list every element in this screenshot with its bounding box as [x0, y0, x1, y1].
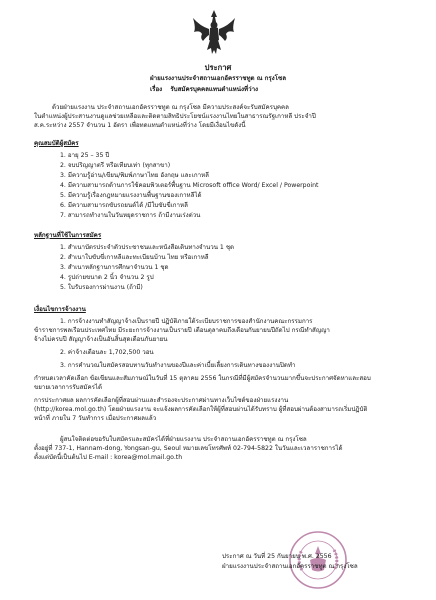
employment-line: 1. การจ้างงานทำสัญญาจ้างเป็นรายปี ปฏิบัติภายใต้ระเบียบราชการของสำนักงานคณะกรรมการ — [60, 318, 313, 325]
contact-line: ตั้งแต่บัดนี้เป็นต้นไป E-mail : korea@mol.mail.go.th — [34, 454, 183, 461]
employment-line: 3. การคำนวณใบสมัครสอบทานวันทำงานของปีและค่าเบี้ยเลี้ยงการเดินทางของงานปิดทำ — [60, 362, 296, 369]
employment-line: กำหนดเวลาคัดเลือก ข้อเขียนและสัมภาษณ์ในวันที่ 15 ตุลาคม 2556 ในกรณีที่มีผู้สมัครจำนวนมากขึ้นจะประกาศจัดหาและสอบ — [34, 375, 371, 382]
issuing-office: ฝ่ายแรงงานประจำสถานเอกอัครราชทูต ณ กรุงโซล — [222, 563, 358, 570]
intro-line: ในตำแหน่งผู้ประสานงานดูแลช่วยเหลือและติดตามสิทธิประโยชน์แรงงานไทยในสาธารณรัฐเกาหลี ประจำปี — [34, 113, 316, 120]
subject-text: รับสมัครบุคคลแทนตำแหน่งที่ว่าง — [170, 86, 259, 93]
contact-line: ผู้สนใจติดต่อขอรับใบสมัครและสมัครได้ที่ฝ่ายแรงงาน ประจำสถานเอกอัครราชทูต ณ กรุงโซล — [60, 436, 307, 443]
announcement-date: ประกาศ ณ วันที่ 25 กันยายน พ.ศ. 2556 — [222, 553, 332, 560]
employment-line: การประกาศผล ผลการคัดเลือกผู้ที่สอบผ่านและสำรองจะประกาศผ่านทางเว็บไซต์ของฝ่ายแรงงาน — [34, 397, 289, 404]
employment-line: จ้างไม่ครบปี สัญญาจ้างเป็นอันสิ้นสุดเดือนกันยายน — [34, 336, 168, 343]
page-title: ประกาศ — [204, 63, 232, 72]
employment-line: หน้าที่ ภายใน 7 วันทำการ เมื่อประกาศผลแล้ว — [34, 415, 157, 422]
qualification-item: 2. จบปริญญาตรี หรือเทียบเท่า (ทุกสาขา) — [60, 162, 171, 169]
documents-heading: หลักฐานที่ใช้ในการสมัคร — [34, 232, 102, 239]
document-item: 4. รูปถ่ายขนาด 2 นิ้ว จำนวน 2 รูป — [60, 274, 154, 281]
intro-line: ส.ค.ระหว่าง 2557 จำนวน 1 อัตรา เพื่อทดแทนตำแหน่งที่ว่าง โดยมีเงื่อนไขดังนี้ — [34, 122, 246, 129]
qualification-item: 4. มีความสามารถด้านการใช้คอมพิวเตอร์พื้นฐาน Microsoft office Word/ Excel / Powerpoint — [60, 182, 319, 189]
qualification-item: 7. สามารถทำงานในวันหยุดราชการ ถ้ามีงานเร่งด่วน — [60, 212, 201, 219]
garuda-emblem-icon — [190, 8, 238, 56]
employment-line: ข้าราชการพลเรือนประเทศไทย มีระยะการจ้างงานเป็นรายปี เดือนตุลาคมถึงเดือนกันยายนปีถัดไป กรณีทำสัญญา — [34, 327, 330, 334]
employment-line: 2. ค่าจ้างเดือนละ 1,702,500 วอน — [60, 349, 154, 356]
document-item: 1. สำเนาบัตรประจำตัวประชาชนและหนังสือเดินทางจำนวน 1 ชุด — [60, 244, 235, 251]
document-item: 2. สำเนาใบขับขี่เกาหลีและทะเบียนบ้าน ไทย หรือเกาหลี — [60, 254, 209, 261]
employment-line: (http://korea.mol.go.th) โดยฝ่ายแรงงาน จะแจ้งผลการคัดเลือกให้ผู้ที่สอบผ่านได้รับทราบ ผู้ที่สอบผ่านต้องสามารถเริ่มปฏิบัติ — [34, 406, 368, 413]
qualification-item: 6. มีความสามารถขับรถยนต์ได้ /มีใบขับขี่เกาหลี — [60, 202, 188, 209]
document-item: 3. สำเนาหลักฐานการศึกษาจำนวน 1 ชุด — [60, 264, 169, 271]
document-item: 5. ใบรับรองการผ่านงาน (ถ้ามี) — [60, 284, 143, 291]
intro-line: ด้วยฝ่ายแรงงาน ประจำสถานเอกอัครราชทูต ณ กรุงโซล มีความประสงค์จะรับสมัครบุคคล — [52, 104, 289, 111]
qualification-item: 3. มีความรู้อ่าน/เขียน/พิมพ์ภาษาไทย อังกฤษ และเกาหลี — [60, 172, 209, 179]
contact-line: ตั้งอยู่ที่ 737-1, Hannam-dong, Yongsan-gu, Seoul หมายเลขโทรศัพท์ 02-794-5822 ในวันและเวลาราชการได้ — [34, 445, 343, 452]
subject-line — [150, 86, 258, 94]
subject-label: เรื่อง — [150, 86, 163, 93]
qualifications-heading: คุณสมบัติผู้สมัคร — [34, 140, 79, 147]
employment-line: ขยายเวลาการรับสมัครได้ — [34, 384, 103, 391]
qualification-item: 1. อายุ 25 – 35 ปี — [60, 152, 110, 159]
employment-heading: เงื่อนไขการจ้างงาน — [34, 306, 86, 313]
qualification-item: 5. มีความรู้เรื่องกฎหมายแรงงานพื้นฐานของเกาหลีได้ — [60, 192, 202, 199]
issuer-line: ฝ่ายแรงงานประจำสถานเอกอัครราชทูต ณ กรุงโซล — [150, 75, 286, 82]
